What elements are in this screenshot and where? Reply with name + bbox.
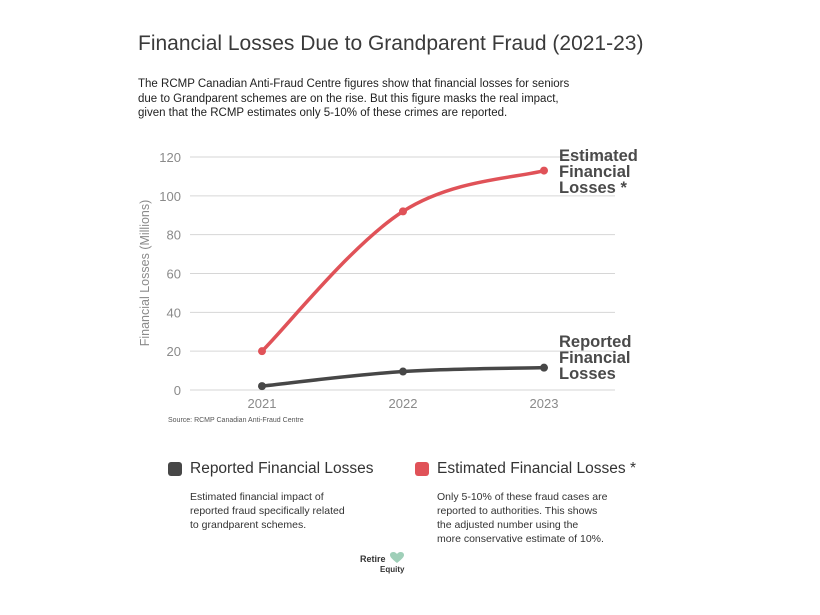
data-point-estimated xyxy=(540,167,548,175)
data-point-estimated xyxy=(258,347,266,355)
data-point-reported xyxy=(399,368,407,376)
x-tick-label: 2023 xyxy=(529,396,559,411)
heart-icon xyxy=(390,552,404,564)
legend-desc-line: reported to authorities. This shows xyxy=(437,505,598,517)
y-tick-label: 120 xyxy=(159,150,181,165)
y-tick-label: 100 xyxy=(159,188,181,204)
chart-title: Financial Losses Due to Grandparent Fraud (2021-23) xyxy=(138,32,644,55)
series-label-estimated: Estimated xyxy=(559,147,638,165)
series-label-reported: Financial xyxy=(559,349,631,367)
legend-item-estimated xyxy=(415,460,636,546)
series-label-estimated: Financial xyxy=(559,163,631,181)
data-point-reported xyxy=(258,382,266,390)
y-tick-label: 60 xyxy=(166,266,181,282)
series-label-estimated: Losses * xyxy=(559,179,627,197)
data-point-estimated xyxy=(399,207,407,215)
legend-item-reported xyxy=(168,460,374,532)
x-tick-label: 2021 xyxy=(247,396,277,411)
intro-line: given that the RCMP estimates only 5-10% of these crimes are reported. xyxy=(138,107,508,119)
legend-swatch-reported xyxy=(168,462,182,476)
x-tick-label: 2022 xyxy=(388,396,418,411)
series-line-estimated xyxy=(262,171,544,352)
intro-line: The RCMP Canadian Anti-Fraud Centre figures show that financial losses for seniors xyxy=(138,78,570,90)
y-tick-label: 0 xyxy=(173,383,181,398)
legend-desc-line: to grandparent schemes. xyxy=(190,519,307,531)
y-axis-label: Financial Losses (Millions) xyxy=(138,199,152,347)
logo-word-equity: Equity xyxy=(380,565,405,574)
legend-desc-line: the adjusted number using the xyxy=(437,519,579,531)
intro-line: due to Grandparent schemes are on the rise. But this figure masks the real impact, xyxy=(138,92,559,105)
data-point-reported xyxy=(540,364,548,372)
retire-equity-logo xyxy=(360,552,420,578)
legend-desc-line: Estimated financial impact of xyxy=(190,491,324,503)
legend-label-reported: Reported Financial Losses xyxy=(190,460,374,477)
legend-label-estimated: Estimated Financial Losses * xyxy=(437,460,637,477)
legend-desc-line: reported fraud specifically related xyxy=(190,505,345,517)
series-label-reported: Reported xyxy=(559,333,632,351)
source-note: Source: RCMP Canadian Anti-Fraud Centre xyxy=(168,417,304,424)
legend-desc-estimated xyxy=(437,490,636,546)
legend-desc-reported xyxy=(190,490,374,532)
y-tick-label: 20 xyxy=(166,344,181,360)
legend-swatch-estimated xyxy=(415,462,429,476)
series-label-reported: Losses xyxy=(559,365,616,383)
y-tick-label: 80 xyxy=(166,227,181,243)
logo-word-retire: Retire xyxy=(360,554,386,564)
legend-desc-line: Only 5-10% of these fraud cases are xyxy=(437,491,608,503)
y-tick-label: 40 xyxy=(166,305,181,321)
legend-desc-line: more conservative estimate of 10%. xyxy=(437,533,604,545)
